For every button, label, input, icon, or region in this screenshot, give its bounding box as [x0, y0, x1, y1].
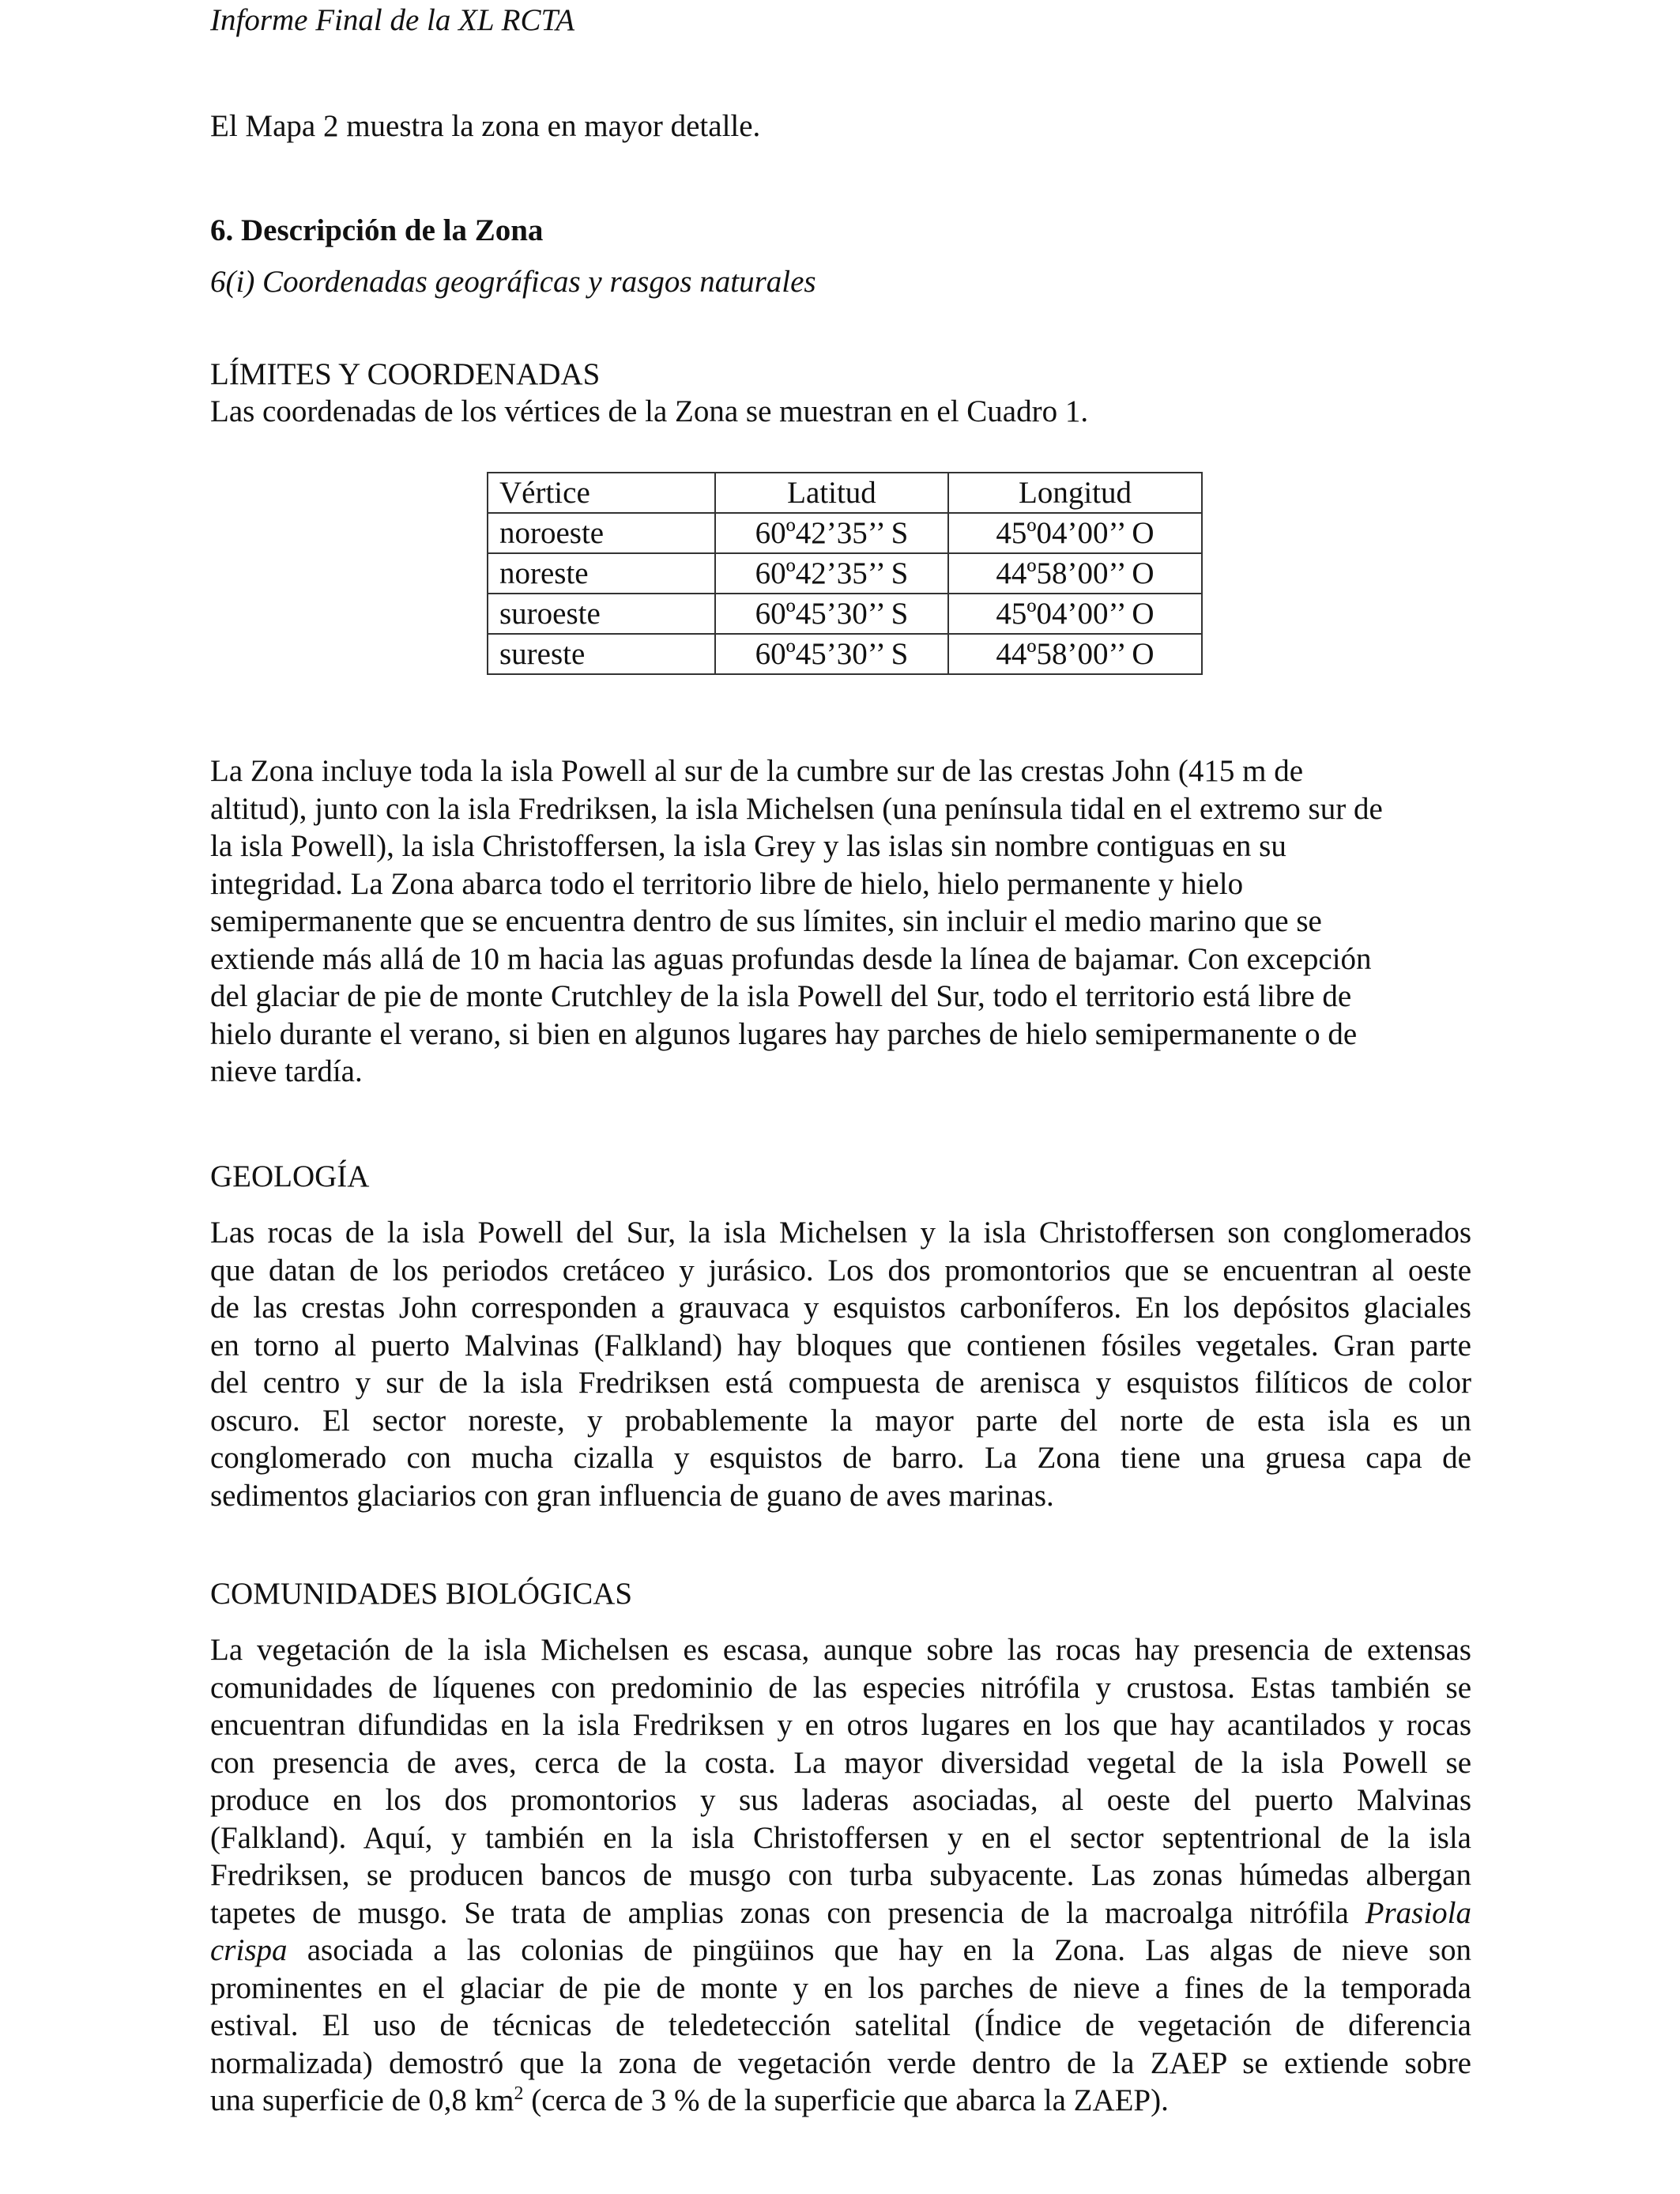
line-text: una superficie de 0,8 km — [210, 2083, 514, 2117]
paragraph-line: extiende más allá de 10 m hacia las aguas profundas desde la línea de bajamar. Con excepción — [210, 941, 1372, 976]
table-cell: 44º58’00’’ O — [948, 634, 1202, 674]
paragraph-line: la isla Powell), la isla Christoffersen, la isla Grey y las islas sin nombre contiguas en su — [210, 829, 1286, 863]
section-heading: 6. Descripción de la Zona — [210, 213, 544, 247]
table-cell: suroeste — [488, 594, 715, 634]
table-cell: 45º04’00’’ O — [948, 594, 1202, 634]
species-epithet: crispa — [210, 1933, 288, 1967]
table-header-cell: Longitud — [948, 473, 1202, 513]
table-row — [488, 634, 1202, 674]
paragraph-line: (Falkland). Aquí, y también en la isla Christoffersen y en el sector septentrional de la isla — [210, 1820, 1471, 1855]
paragraph-line: que datan de los periodos cretáceo y jurásico. Los dos promontorios que se encuentran al oeste — [210, 1253, 1471, 1287]
paragraph-line: sedimentos glaciarios con gran influencia de guano de aves marinas. — [210, 1478, 1054, 1513]
superscript: 2 — [514, 2083, 524, 2104]
running-header: Informe Final de la XL RCTA — [210, 3, 575, 37]
paragraph-line: oscuro. El sector noreste, y probablemente la mayor parte del norte de esta isla es un — [210, 1403, 1471, 1438]
paragraph-line: del centro y sur de la isla Fredriksen está compuesta de arenisca y esquistos filíticos de color — [210, 1366, 1471, 1400]
paragraph-line: normalizada) demostró que la zona de vegetación verde dentro de la ZAEP se extiende sobre — [210, 2045, 1471, 2080]
paragraph-line: Fredriksen, se producen bancos de musgo con turba subyacente. Las zonas húmedas albergan — [210, 1858, 1471, 1892]
table-cell: sureste — [488, 634, 715, 674]
paragraph-line: en torno al puerto Malvinas (Falkland) hay bloques que contienen fósiles vegetales. Gran parte — [210, 1328, 1471, 1363]
limits-heading: LÍMITES Y COORDENADAS — [210, 357, 601, 391]
paragraph-line: nieve tardía. — [210, 1054, 363, 1088]
section-subheading: 6(i) Coordenadas geográficas y rasgos naturales — [210, 265, 816, 299]
limits-intro: Las coordenadas de los vértices de la Zona se muestran en el Cuadro 1. — [210, 394, 1089, 428]
table-cell: 60º42’35’’ S — [715, 553, 948, 594]
paragraph-line: de las crestas John corresponden a grauvaca y esquistos carboníferos. En los depósitos glaciales — [210, 1291, 1471, 1325]
table-cell: 45º04’00’’ O — [948, 513, 1202, 553]
paragraph-line: altitud), junto con la isla Fredriksen, la isla Michelsen (una península tidal en el extremo sur de — [210, 791, 1383, 826]
paragraph-line — [210, 2082, 1471, 2120]
paragraph-line: produce en los dos promontorios y sus laderas asociadas, al oeste del puerto Malvinas — [210, 1783, 1471, 1817]
geology-paragraph — [210, 1214, 1471, 1514]
table-row — [488, 553, 1202, 594]
paragraph-line: La vegetación de la isla Michelsen es escasa, aunque sobre las rocas hay presencia de extensas — [210, 1633, 1471, 1667]
table-cell: 60º45’30’’ S — [715, 634, 948, 674]
paragraph-line: La Zona incluye toda la isla Powell al sur de la cumbre sur de las crestas John (415 m de — [210, 754, 1304, 788]
table-header-cell: Vértice — [488, 473, 715, 513]
table-cell: 60º42’35’’ S — [715, 513, 948, 553]
paragraph-line: hielo durante el verano, si bien en algunos lugares hay parches de hielo semipermanente o de — [210, 1016, 1358, 1051]
paragraph-line: prominentes en el glaciar de pie de monte y en los parches de nieve a fines de la temporada — [210, 1970, 1471, 2005]
coordinates-table — [487, 472, 1203, 675]
geology-heading: GEOLOGÍA — [210, 1159, 370, 1193]
paragraph-line: conglomerado con mucha cizalla y esquistos de barro. La Zona tiene una gruesa capa de — [210, 1441, 1471, 1475]
paragraph-line: encuentran difundidas en la isla Fredriksen y en otros lugares en los que hay acantilados y rocas — [210, 1708, 1471, 1742]
paragraph-line — [210, 1932, 1471, 1970]
intro-paragraph: El Mapa 2 muestra la zona en mayor detalle. — [210, 109, 761, 143]
paragraph-line: del glaciar de pie de monte Crutchley de la isla Powell del Sur, todo el territorio está libre de — [210, 979, 1352, 1013]
biology-heading: COMUNIDADES BIOLÓGICAS — [210, 1577, 633, 1611]
paragraph-line: estival. El uso de técnicas de teledetección satelital (Índice de vegetación de diferencia — [210, 2008, 1471, 2042]
paragraph-line: semipermanente que se encuentra dentro de sus límites, sin incluir el medio marino que se — [210, 904, 1322, 938]
paragraph-line — [210, 1894, 1471, 1932]
paragraph-line: integridad. La Zona abarca todo el territorio libre de hielo, hielo permanente y hielo — [210, 866, 1244, 901]
zona-paragraph — [210, 752, 1471, 1091]
biology-paragraph — [210, 1631, 1471, 2120]
line-text: (cerca de 3 % de la superficie que abarca la ZAEP). — [523, 2083, 1169, 2117]
line-text: tapetes de musgo. Se trata de amplias zonas con presencia de la macroalga nitrófila — [210, 1895, 1365, 1930]
table-header-row — [488, 473, 1202, 513]
table-row — [488, 513, 1202, 553]
table-cell: 44º58’00’’ O — [948, 553, 1202, 594]
paragraph-line: Las rocas de la isla Powell del Sur, la isla Michelsen y la isla Christoffersen son conglomerados — [210, 1216, 1471, 1250]
table-cell: noreste — [488, 553, 715, 594]
table-row — [488, 594, 1202, 634]
table-cell: noroeste — [488, 513, 715, 553]
paragraph-line: con presencia de aves, cerca de la costa. La mayor diversidad vegetal de la isla Powell se — [210, 1745, 1471, 1780]
species-genus: Prasiola — [1365, 1895, 1471, 1930]
table-cell: 60º45’30’’ S — [715, 594, 948, 634]
line-text: asociada a las colonias de pingüinos que hay en la Zona. Las algas de nieve son — [287, 1933, 1471, 1967]
table-header-cell: Latitud — [715, 473, 948, 513]
paragraph-line: comunidades de líquenes con predominio de las especies nitrófila y crustosa. Estas también se — [210, 1670, 1471, 1705]
